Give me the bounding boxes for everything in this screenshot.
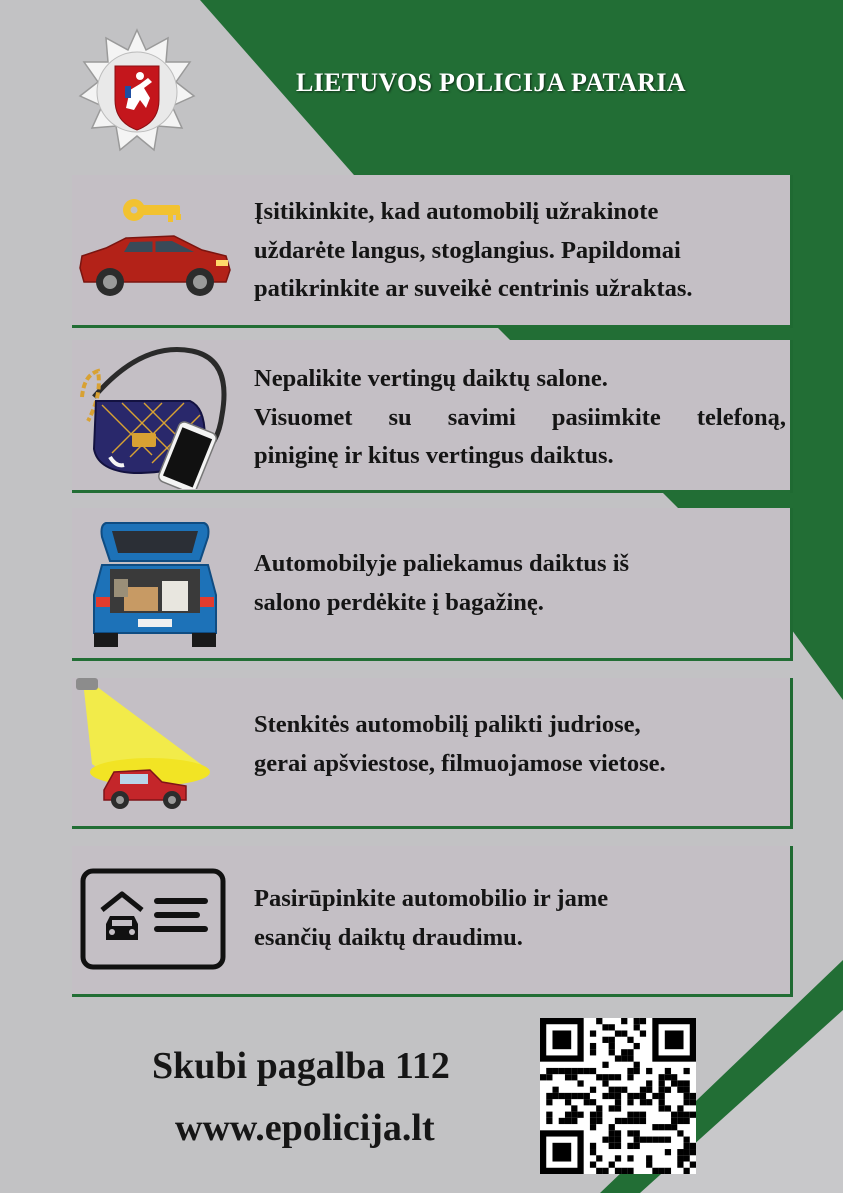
police-star-logo [78, 28, 196, 158]
tip-line: patikrinkite ar suveikė centrinis užraktas. [254, 275, 693, 302]
car-key-icon [76, 190, 236, 300]
tip-line: uždarėte langus, stoglangius. Papildomai [254, 236, 681, 264]
tip-text-insurance [254, 880, 786, 957]
tip-line: Pasirūpinkite automobilio ir jame [254, 885, 609, 912]
tip-line: esančių daiktų draudimu. [254, 923, 523, 951]
tip-line: Automobilyje paliekamus daiktus iš [254, 550, 630, 577]
tip-line: piniginę ir kitus vertingus daiktus. [254, 442, 614, 469]
streetlight-car-icon [74, 672, 214, 812]
handbag-phone-icon [72, 345, 248, 489]
car-insurance-card-icon [80, 868, 226, 970]
tip-line: Nepalikite vertingų daiktų salone. [254, 365, 608, 392]
tip-line: salono perdėkite į bagažinę. [254, 588, 544, 616]
tip-text-valuables [254, 360, 786, 476]
emergency-number: Skubi pagalba 112 [152, 1045, 450, 1087]
open-trunk-car-icon [88, 515, 222, 649]
tip-line: Visuomet su savimi pasiimkite telefoną, [254, 403, 786, 431]
tip-line: Įsitikinkite, kad automobilį užrakinote [254, 198, 659, 225]
tip-text-lock-car [254, 193, 786, 309]
tip-line: gerai apšviestose, filmuojamose vietose. [254, 749, 666, 777]
tip-text-lit-places [254, 706, 786, 783]
website-link[interactable]: www.epolicija.lt [175, 1107, 435, 1149]
tip-text-trunk [254, 545, 786, 622]
poster-title: LIETUVOS POLICIJA PATARIA [296, 68, 686, 97]
tip-line: Stenkitės automobilį palikti judriose, [254, 711, 641, 738]
qr-code-icon[interactable] [540, 1018, 696, 1174]
